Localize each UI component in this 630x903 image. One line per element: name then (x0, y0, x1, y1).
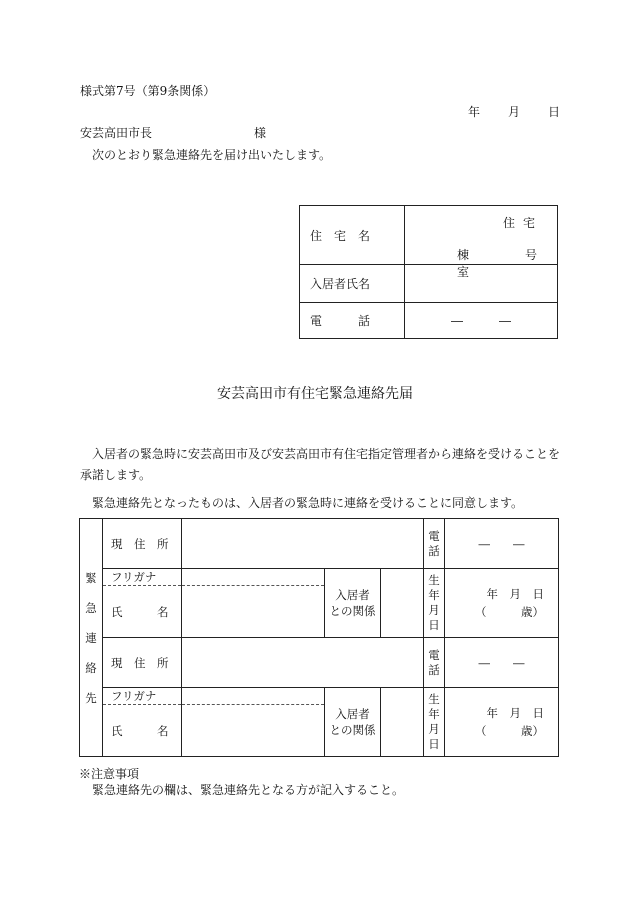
birth-char: 月 (428, 603, 440, 617)
resident-info-table (299, 205, 558, 339)
birth-char: 生 (428, 692, 440, 707)
relation-field-2[interactable] (381, 688, 424, 757)
phone-field[interactable]: ― ― (405, 303, 558, 339)
furigana-label: フリガナ (103, 569, 182, 586)
housing-name-field[interactable] (405, 206, 558, 279)
furigana-field-1[interactable] (182, 569, 325, 586)
consent-text-line1: 入居者の緊急時に安芸高田市及び安芸高田市有住宅指定管理者から連絡を受けることを (92, 447, 561, 461)
housing-name-label: 住 宅 名 (300, 206, 405, 265)
relation-label-line1: 入居者 (335, 587, 370, 602)
relation-label (325, 688, 381, 757)
housing-suffix: 住宅 (502, 216, 543, 230)
birth-ymd: 年 月 日 (486, 586, 544, 601)
phone-field-2[interactable]: ― ― (445, 638, 559, 688)
notes-text: 緊急連絡先の欄は、緊急連絡先となる方が記入すること。 (92, 783, 405, 797)
room-label: 室 (457, 265, 470, 279)
furigana-field-2[interactable] (182, 688, 325, 705)
birth-char: 年 (428, 588, 440, 603)
phone-label (424, 519, 445, 569)
addressee-honorific: 様 (254, 126, 267, 140)
page-title: 安芸高田市有住宅緊急連絡先届 (217, 386, 413, 402)
phone-label (424, 638, 445, 688)
birth-char: 月 (428, 722, 440, 736)
current-address-field-2[interactable] (182, 638, 424, 688)
current-address-field-1[interactable] (182, 519, 424, 569)
section-char: 絡 (85, 660, 97, 675)
section-char: 先 (85, 690, 97, 705)
birth-char: 日 (428, 617, 440, 632)
building-label: 棟 (457, 248, 470, 262)
phone-label: 電 話 (300, 303, 405, 339)
agreement-text: 緊急連絡先となったものは、入居者の緊急時に連絡を受けることに同意します。 (92, 496, 524, 510)
phone-field-1[interactable]: ― ― (445, 519, 559, 569)
relation-label-line1: 入居者 (335, 706, 370, 721)
emergency-contact-table (79, 518, 559, 757)
birth-field-1[interactable] (445, 569, 559, 638)
section-label (80, 519, 103, 757)
number-label: 号 (525, 248, 538, 262)
section-char: 緊 (85, 570, 97, 585)
phone-char: 電 (428, 528, 440, 543)
furigana-label: フリガナ (103, 688, 182, 705)
date-day: 日 (548, 105, 561, 119)
phone-char: 話 (428, 543, 440, 558)
section-char: 急 (85, 600, 97, 615)
notes-heading: ※注意事項 (79, 767, 140, 781)
name-label: 氏 名 (103, 586, 182, 638)
date-line (468, 103, 560, 120)
age-field: （ 歳） (475, 724, 544, 738)
intro-text: 次のとおり緊急連絡先を届け出いたします。 (92, 148, 332, 162)
relation-label-line2: との関係 (329, 723, 376, 737)
phone-char: 電 (428, 647, 440, 662)
addressee: 安芸高田市長 (80, 126, 153, 140)
birth-label (424, 688, 445, 757)
name-field-1[interactable] (182, 586, 325, 638)
birth-field-2[interactable] (445, 688, 559, 757)
date-month: 月 (508, 105, 521, 119)
birth-char: 日 (428, 736, 440, 751)
form-number: 様式第7号（第9条関係） (80, 84, 216, 98)
name-label: 氏 名 (103, 705, 182, 757)
section-char: 連 (85, 630, 97, 645)
birth-char: 生 (428, 573, 440, 588)
relation-field-1[interactable] (381, 569, 424, 638)
unit-labels (457, 246, 557, 280)
relation-label-line2: との関係 (329, 604, 376, 618)
consent-text-line2: 承諾します。 (80, 468, 152, 482)
current-address-label: 現 住 所 (103, 638, 182, 688)
date-year: 年 (468, 105, 481, 119)
birth-label (424, 569, 445, 638)
relation-label (325, 569, 381, 638)
resident-name-label: 入居者氏名 (300, 265, 405, 303)
phone-char: 話 (428, 662, 440, 677)
birth-ymd: 年 月 日 (486, 705, 544, 720)
age-field: （ 歳） (475, 605, 544, 619)
current-address-label: 現 住 所 (103, 519, 182, 569)
birth-char: 年 (428, 707, 440, 722)
name-field-2[interactable] (182, 705, 325, 757)
